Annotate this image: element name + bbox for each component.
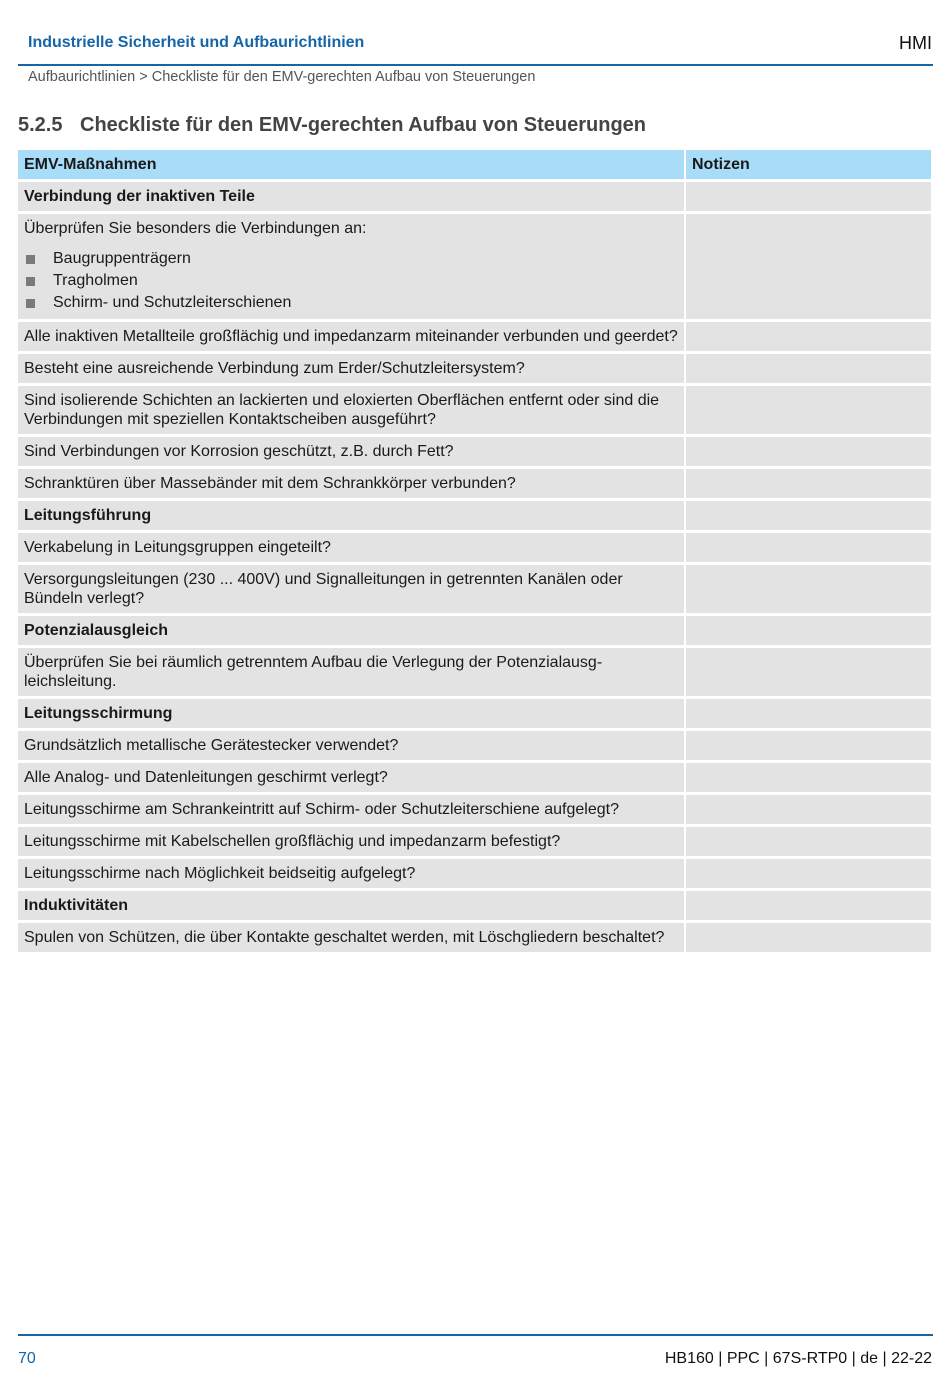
notes-cell xyxy=(686,322,931,351)
header-divider xyxy=(18,64,933,66)
column-header-measures: EMV-Maßnahmen xyxy=(18,150,684,179)
measure-cell xyxy=(18,469,684,498)
table-row xyxy=(18,214,931,319)
group-heading-cell xyxy=(18,616,684,645)
measure-text: Überprüfen Sie besonders die Verbindungen an: xyxy=(24,220,367,237)
notes-cell xyxy=(686,763,931,792)
measure-text: Alle Analog- und Datenleitungen geschirmt verlegt? xyxy=(24,769,388,786)
table-group-row xyxy=(18,891,931,920)
notes-cell xyxy=(686,501,931,530)
footer-divider xyxy=(18,1334,933,1336)
measure-text: Alle inaktiven Metallteile großflächig und impedanzarm miteinander verbunden und geerdet? xyxy=(24,328,678,345)
section-heading xyxy=(18,114,646,137)
table-row xyxy=(18,565,931,613)
chapter-title: Industrielle Sicherheit und Aufbaurichtlinien xyxy=(28,34,365,51)
table-row xyxy=(18,827,931,856)
measure-text: Spulen von Schützen, die über Kontakte geschaltet werden, mit Löschgliedern beschaltet? xyxy=(24,929,665,946)
measure-text: Schranktüren über Massebänder mit dem Schrankkörper verbunden? xyxy=(24,475,516,492)
measure-text: Leitungsschirme am Schrankeintritt auf Schirm- oder Schutzleiterschiene aufgelegt? xyxy=(24,801,619,818)
notes-cell xyxy=(686,827,931,856)
table-row xyxy=(18,731,931,760)
group-heading-cell xyxy=(18,891,684,920)
measure-cell xyxy=(18,322,684,351)
table-row xyxy=(18,322,931,351)
page-number: 70 xyxy=(18,1350,36,1367)
bullet-text: Tragholmen xyxy=(53,272,138,289)
bullet-text: Schirm- und Schutzleiterschienen xyxy=(53,294,292,311)
table-header-row xyxy=(18,150,931,179)
notes-cell xyxy=(686,891,931,920)
table-row xyxy=(18,763,931,792)
column-header-notes: Notizen xyxy=(686,150,931,179)
measure-text: Grundsätzlich metallische Gerätestecker verwendet? xyxy=(24,737,399,754)
square-bullet-icon xyxy=(26,277,35,286)
notes-cell xyxy=(686,795,931,824)
table-group-row xyxy=(18,182,931,211)
group-heading: Potenzialausgleich xyxy=(24,622,169,639)
product-label: HMI xyxy=(899,33,932,53)
notes-cell xyxy=(686,616,931,645)
measure-cell xyxy=(18,827,684,856)
table-group-row xyxy=(18,501,931,530)
table-row xyxy=(18,648,931,696)
measure-cell xyxy=(18,565,684,613)
bullet-item xyxy=(24,270,678,292)
bullet-list xyxy=(24,248,678,314)
measure-cell xyxy=(18,795,684,824)
group-heading: Leitungsschirmung xyxy=(24,705,173,722)
notes-cell xyxy=(686,565,931,613)
notes-cell xyxy=(686,437,931,466)
table-row xyxy=(18,386,931,434)
measure-text: Leitungsschirme mit Kabelschellen großflächig und impedanzarm befestigt? xyxy=(24,833,561,850)
measure-text: Verkabelung in Leitungsgruppen eingeteilt? xyxy=(24,539,331,556)
bullet-item xyxy=(24,248,678,270)
measure-cell xyxy=(18,763,684,792)
measure-cell xyxy=(18,533,684,562)
group-heading-cell xyxy=(18,699,684,728)
emv-checklist-table xyxy=(16,147,933,955)
table-group-row xyxy=(18,616,931,645)
notes-cell xyxy=(686,731,931,760)
measure-cell xyxy=(18,354,684,383)
measure-cell xyxy=(18,437,684,466)
group-heading-cell xyxy=(18,501,684,530)
square-bullet-icon xyxy=(26,255,35,264)
notes-cell xyxy=(686,648,931,696)
group-heading-cell xyxy=(18,182,684,211)
measure-cell xyxy=(18,648,684,696)
table-row xyxy=(18,533,931,562)
measure-text: Leitungsschirme nach Möglichkeit beidseitig aufgelegt? xyxy=(24,865,416,882)
group-heading: Leitungsführung xyxy=(24,507,152,524)
section-title: Checkliste für den EMV-gerechten Aufbau von Steuerungen xyxy=(80,114,647,136)
table-body xyxy=(18,182,931,952)
measure-text: Sind Verbindungen vor Korrosion geschützt, z.B. durch Fett? xyxy=(24,443,454,460)
table-row xyxy=(18,795,931,824)
notes-cell xyxy=(686,699,931,728)
measure-text: Versorgungsleitungen (230 ... 400V) und Signalleitungen in getrennten Kanälen oder Bündeln verlegt? xyxy=(24,571,623,607)
bullet-text: Baugruppenträgern xyxy=(53,250,191,267)
measure-text: Überprüfen Sie bei räumlich getrenntem Aufbau die Verlegung der Potenzialausg- leichsleitung. xyxy=(24,654,603,690)
table-row xyxy=(18,469,931,498)
measure-cell xyxy=(18,214,684,319)
group-heading: Verbindung der inaktiven Teile xyxy=(24,188,255,205)
notes-cell xyxy=(686,214,931,319)
table-row xyxy=(18,923,931,952)
measure-text: Sind isolierende Schichten an lackierten und eloxierten Oberflächen entfernt oder sind die Verbindungen mit speziellen Kontaktscheiben ausgeführt? xyxy=(24,392,660,428)
measure-text: Besteht eine ausreichende Verbindung zum Erder/Schutzleitersystem? xyxy=(24,360,525,377)
group-heading: Induktivitäten xyxy=(24,897,129,914)
section-number: 5.2.5 xyxy=(18,114,63,136)
square-bullet-icon xyxy=(26,299,35,308)
table-row xyxy=(18,859,931,888)
table-group-row xyxy=(18,699,931,728)
breadcrumb: Aufbaurichtlinien > Checkliste für den EMV-gerechten Aufbau von Steuerungen xyxy=(28,69,536,85)
measure-cell xyxy=(18,731,684,760)
notes-cell xyxy=(686,533,931,562)
bullet-item xyxy=(24,292,678,314)
measure-cell xyxy=(18,859,684,888)
table-row xyxy=(18,354,931,383)
notes-cell xyxy=(686,354,931,383)
notes-cell xyxy=(686,923,931,952)
measure-cell xyxy=(18,386,684,434)
notes-cell xyxy=(686,386,931,434)
table-row xyxy=(18,437,931,466)
notes-cell xyxy=(686,182,931,211)
measure-cell xyxy=(18,923,684,952)
notes-cell xyxy=(686,859,931,888)
notes-cell xyxy=(686,469,931,498)
document-id: HB160 | PPC | 67S-RTP0 | de | 22-22 xyxy=(664,1350,932,1367)
